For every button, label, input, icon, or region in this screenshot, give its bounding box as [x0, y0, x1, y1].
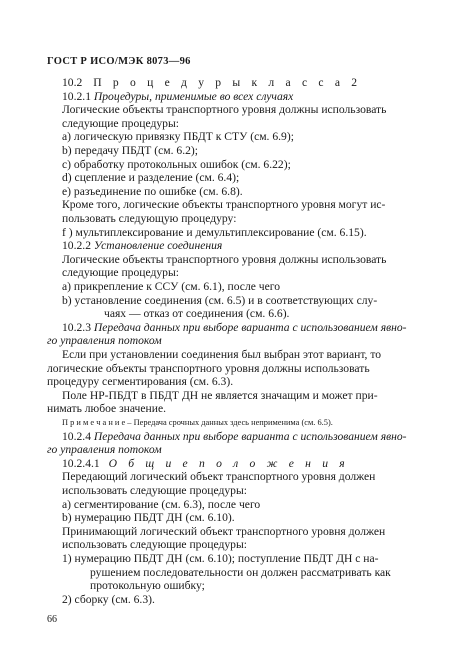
- heading-continuation: го управления потоком: [47, 443, 162, 457]
- heading-continuation: го управления потоком: [47, 334, 162, 348]
- subsection-heading-10-2-4: [62, 430, 420, 443]
- list-item: b) нумерацию ПБДТ ДН (см. 6.10).: [62, 511, 235, 525]
- text-line: использовать следующие процедуры:: [62, 538, 247, 552]
- note: П р и м е ч а н и е – Передача срочных данных здесь неприменима (см. 6.5).: [62, 418, 333, 427]
- text-line: Кроме того, логические объекты транспортного уровня могут ис-: [62, 198, 386, 212]
- subsection-heading-10-2-2: [62, 239, 420, 252]
- section-number: 10.2.4.1: [62, 456, 100, 470]
- list-item: e) разъединение по ошибке (см. 6.8).: [62, 184, 243, 198]
- text-line: Принимающий логический объект транспортного уровня должен: [62, 524, 386, 538]
- list-item: c) обработку протокольных ошибок (см. 6.22);: [62, 157, 291, 171]
- list-item: d) сцепление и разделение (см. 6.4);: [62, 171, 240, 185]
- list-item: a) прикрепление к ССУ (см. 6.1), после чего: [62, 280, 281, 293]
- text-line: нимать любое значение.: [47, 402, 166, 416]
- text-line: Передающий логический объект транспортного уровня должен: [62, 470, 376, 484]
- text-line: использовать следующие процедуры:: [62, 484, 247, 497]
- text-line: процедуру сегментирования (см. 6.3).: [47, 375, 234, 389]
- section-number: 10.2.3: [62, 320, 91, 334]
- text-line: Если при установлении соединения был выбран этот вариант, то: [62, 348, 382, 361]
- section-title: Передача данных при выборе варианта с использованием явно-: [93, 429, 407, 443]
- section-number: 10.2.2: [62, 239, 91, 253]
- subsection-heading-10-2-1: [62, 90, 420, 103]
- section-title: Передача данных при выборе варианта с использованием явно-: [93, 320, 407, 334]
- text-line: логические объекты транспортного уровня должны использовать: [47, 361, 370, 375]
- section-heading-10-2: [62, 76, 420, 89]
- list-item: b) установление соединения (см. 6.5) и в соответствующих слу-: [62, 293, 378, 307]
- list-item: b) передачу ПБДТ (см. 6.2);: [62, 144, 198, 157]
- section-title: Установление соединения: [93, 239, 223, 253]
- list-item-continuation: рушением последовательности он должен рассматривать как: [90, 565, 391, 579]
- section-number: 10.2.4: [62, 429, 91, 443]
- page-number: 66: [47, 614, 57, 626]
- text-line: следующие процедуры:: [62, 266, 179, 280]
- list-item: a) логическую привязку ПБДТ к СТУ (см. 6.9);: [62, 130, 294, 144]
- list-item: f ) мультиплексирование и демультиплексирование (см. 6.15).: [62, 225, 367, 239]
- text-line: следующие процедуры:: [62, 116, 179, 130]
- text-line: Логические объекты транспортного уровня должны использовать: [62, 103, 387, 117]
- section-number: 10.2: [62, 76, 83, 89]
- list-item-continuation: протокольную ошибку;: [90, 579, 205, 593]
- list-item: 2) сборку (см. 6.3).: [62, 592, 155, 606]
- section-title: О б щ и е п о л о ж е н и я: [108, 456, 349, 470]
- section-title: Процедуры, применимые во всех случаях: [93, 89, 294, 103]
- list-item-continuation: чаях — отказ от соединения (см. 6.6).: [104, 307, 290, 321]
- subsection-heading-10-2-3: [62, 321, 420, 334]
- text-line: Поле НР-ПБДТ в ПБДТ ДН не является значащим и может при-: [62, 388, 378, 402]
- running-header: ГОСТ Р ИСО/МЭК 8073—96: [47, 56, 191, 67]
- text-line: Логические объекты транспортного уровня должны использовать: [62, 252, 387, 266]
- list-item: a) сегментирование (см. 6.3), после чего: [62, 497, 261, 511]
- subsection-heading-10-2-4-1: [62, 457, 420, 470]
- text-line: пользовать следующую процедуру:: [62, 212, 237, 225]
- list-item: 1) нумерацию ПБДТ ДН (см. 6.10); поступление ПБДТ ДН с на-: [62, 552, 379, 565]
- section-number: 10.2.1: [62, 89, 91, 103]
- section-title: П р о ц е д у р ы к л а с с а 2: [93, 76, 362, 89]
